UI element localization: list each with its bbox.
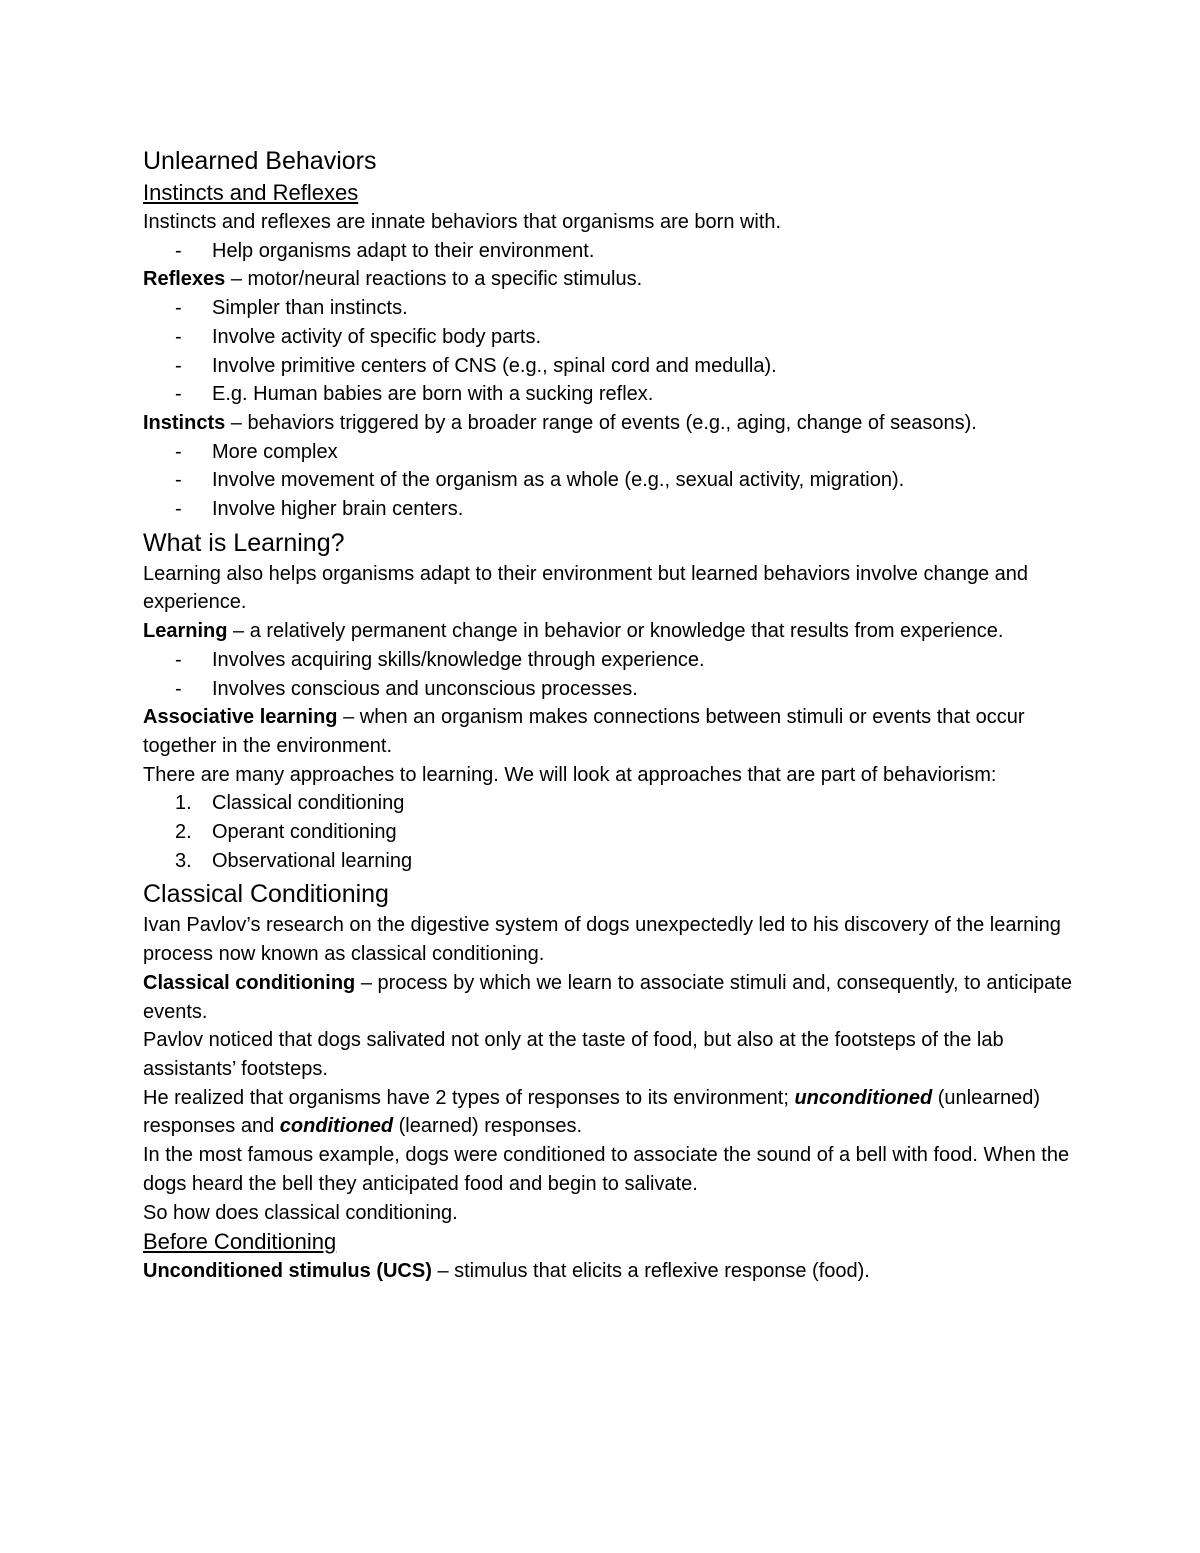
paragraph-cc-definition: Classical conditioning – process by which we learn to associate stimuli and, consequently, to anticipate events. <box>143 971 1072 1023</box>
paragraph-ucs-definition: Unconditioned stimulus (UCS) – stimulus that elicits a reflexive response (food). <box>143 1260 870 1283</box>
list-item: - Involve activity of specific body parts. <box>175 325 542 348</box>
bullet-list <box>143 438 1073 524</box>
bullet-list <box>143 646 1073 703</box>
list-item: 3. Observational learning <box>175 849 413 872</box>
list-item: - Involve movement of the organism as a whole (e.g., sexual activity, migration). <box>175 469 905 492</box>
list-item: 1. Classical conditioning <box>175 792 405 815</box>
list-item: - Simpler than instincts. <box>175 297 408 320</box>
numbered-list <box>143 789 1073 875</box>
subheading-instincts-reflexes: Instincts and Reflexes <box>143 180 359 205</box>
list-item: - Involves acquiring skills/knowledge through experience. <box>175 648 705 671</box>
paragraph-response-types: He realized that organisms have 2 types of responses to its environment; unconditioned (unlearned) responses and conditioned (learned) responses. <box>143 1086 1041 1138</box>
paragraph-pavlov-noticed: Pavlov noticed that dogs salivated not only at the taste of food, but also at the footsteps of the lab assistants’ footsteps. <box>143 1029 1004 1080</box>
heading-unlearned-behaviors: Unlearned Behaviors <box>143 147 377 175</box>
heading-classical-conditioning: Classical Conditioning <box>143 880 389 909</box>
paragraph-learning-definition: Learning – a relatively permanent change in behavior or knowledge that results from experience. <box>143 620 1004 643</box>
paragraph-associative-learning: Associative learning – when an organism makes connections between stimuli or events that occur together in the environment. <box>143 706 1025 757</box>
bullet-list <box>143 294 1073 409</box>
paragraph-bell-example: In the most famous example, dogs were conditioned to associate the sound of a bell with food. When the dogs heard the bell they anticipated food and begin to salivate. <box>143 1144 1070 1195</box>
list-item: - Help organisms adapt to their environment. <box>175 239 595 262</box>
list-item: - Involves conscious and unconscious processes. <box>175 677 638 700</box>
list-item: - E.g. Human babies are born with a sucking reflex. <box>175 383 654 406</box>
paragraph-approaches: There are many approaches to learning. We will look at approaches that are part of behaviorism: <box>143 763 997 786</box>
paragraph-pavlov-research: Ivan Pavlov’s research on the digestive system of dogs unexpectedly led to his discovery of the learning process now known as classical conditioning. <box>143 914 1061 966</box>
paragraph-learning-intro: Learning also helps organisms adapt to their environment but learned behaviors involve change and experience. <box>143 562 1029 614</box>
paragraph-question: So how does classical conditioning. <box>143 1201 458 1224</box>
list-item: - More complex <box>175 440 338 463</box>
list-item: - Involve higher brain centers. <box>175 498 464 521</box>
heading-what-is-learning: What is Learning? <box>143 528 345 557</box>
list-item: - Involve primitive centers of CNS (e.g., spinal cord and medulla). <box>175 354 777 377</box>
paragraph-reflexes-definition: Reflexes – motor/neural reactions to a specific stimulus. <box>143 268 643 291</box>
subheading-before-conditioning: Before Conditioning <box>143 1229 337 1255</box>
paragraph-instincts-definition: Instincts – behaviors triggered by a broader range of events (e.g., aging, change of seasons). <box>143 411 977 434</box>
document-page <box>143 145 1073 1286</box>
list-item: 2. Operant conditioning <box>175 821 397 844</box>
paragraph-intro: Instincts and reflexes are innate behaviors that organisms are born with. <box>143 211 782 233</box>
bullet-list <box>143 237 1073 266</box>
